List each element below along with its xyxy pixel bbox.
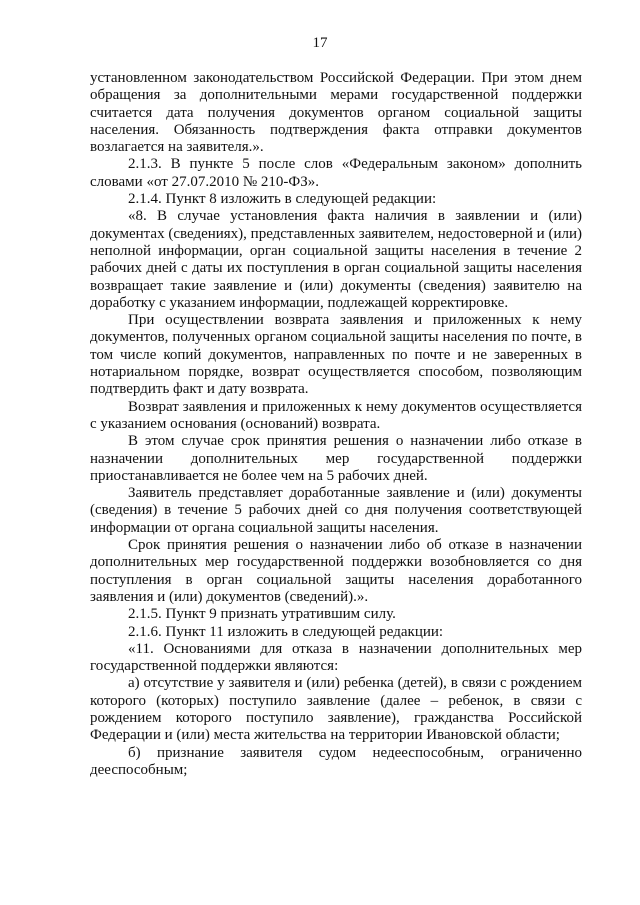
paragraph: «11. Основаниями для отказа в назначении дополнительных мер государственной поддержки являются: [90, 640, 582, 675]
paragraph: Срок принятия решения о назначении либо об отказе в назначении дополнительных мер государственной поддержки возобновляется со дня поступления в орган социальной защиты населения доработанного заявления и (или) документов (сведений).». [90, 537, 582, 605]
paragraph: 2.1.5. Пункт 9 признать утратившим силу. [128, 606, 396, 623]
paragraph: 2.1.6. Пункт 11 изложить в следующей редакции: [128, 623, 444, 640]
paragraph: Возврат заявления и приложенных к нему документов осуществляется с указанием основания (оснований) возврата. [90, 398, 582, 432]
paragraph: В этом случае срок принятия решения о назначении либо отказе в назначении дополнительных мер государственной поддержки приостанавливается не более чем на 5 рабочих дней. [90, 433, 582, 484]
page-number: 17 [312, 35, 328, 51]
document-body [90, 70, 582, 779]
paragraph: установленном законодательством Российской Федерации. При этом днем обращения за дополнительными мерами государственной поддержки считается дата получения документов органом социальной защиты населения. Обязанность подтверждения факта отправки документов возлагается на заявителя.». [90, 70, 582, 156]
paragraph: При осуществлении возврата заявления и приложенных к нему документов, полученных органом социальной защиты населения по почте, в том числе копий документов, направленных по почте и не заверенных в нотариальном порядке, возврат осуществляется способом, позволяющим подтвердить факт и дату возврата. [90, 312, 582, 398]
paragraph: 2.1.4. Пункт 8 изложить в следующей редакции: [128, 191, 437, 208]
paragraph: 2.1.3. В пункте 5 после слов «Федеральным законом» дополнить словами «от 27.07.2010 № 210-ФЗ». [90, 156, 582, 190]
paragraph: б) признание заявителя судом недееспособным, ограниченно дееспособным; [90, 744, 582, 778]
paragraph: а) отсутствие у заявителя и (или) ребенка (детей), в связи с рождением которого (которых) поступило заявление (далее – ребенок, в связи с рождением которого поступило заявление), гражданства Российской Федерации и (или) места жительства на территории Ивановской области; [90, 675, 582, 744]
paragraph: Заявитель представляет доработанные заявление и (или) документы (сведения) в течение 5 рабочих дней со дня получения соответствующей информации от органа социальной защиты населения. [90, 485, 582, 536]
paragraph: «8. В случае установления факта наличия в заявлении и (или) документах (сведениях), представленных заявителем, недостоверной и (или) неполной информации, орган социальной защиты населения в течение 2 рабочих дней с даты их поступления в орган социальной защиты населения возвращает такие заявление и (или) документы (сведения) заявителю на доработку с указанием информации, подлежащей корректировке. [90, 208, 582, 311]
